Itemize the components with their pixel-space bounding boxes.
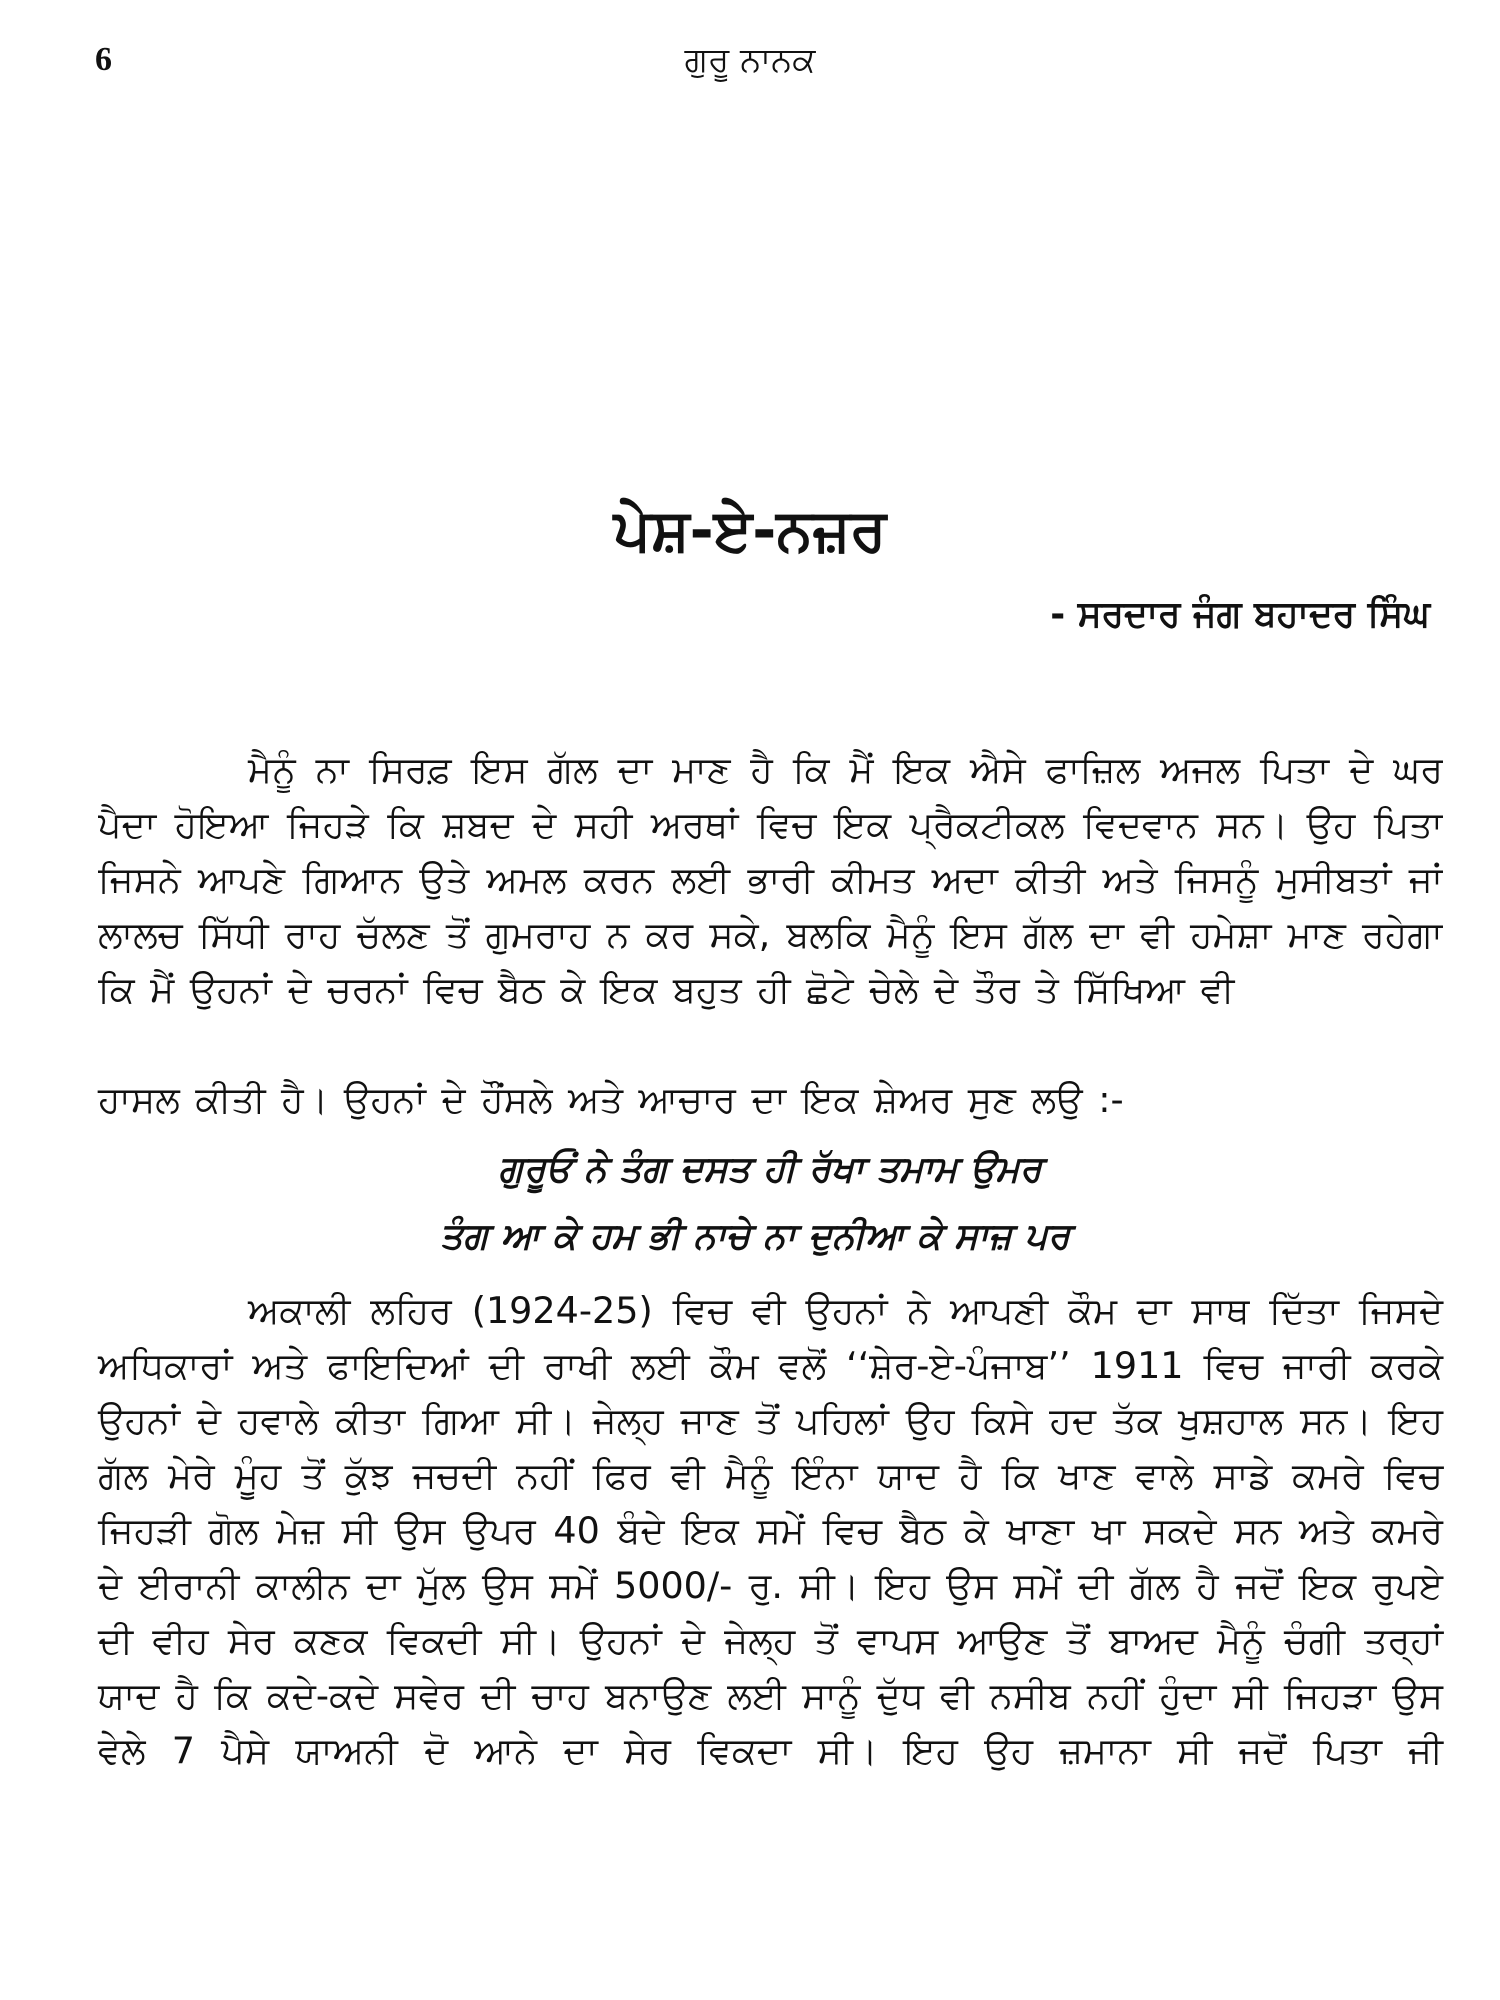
paragraph-1-last-line: ਹਾਸਲ ਕੀਤੀ ਹੈ। ਉਹਨਾਂ ਦੇ ਹੌਂਸਲੇ ਅਤੇ ਆਚਾਰ ਦਾ ਇਕ ਸ਼ੇਅਰ ਸੁਣ ਲਉ :- xyxy=(98,1078,1124,1121)
running-head-title: ਗੁਰੂ ਨਾਨਕ xyxy=(684,40,816,80)
author-byline: - ਸਰਦਾਰ ਜੰਗ ਬਹਾਦਰ ਸਿੰਘ xyxy=(1050,594,1430,635)
chapter-title: ਪੇਸ਼-ਏ-ਨਜ਼ਰ xyxy=(613,496,887,564)
paragraph-1: ਮੈਨੂੰ ਨਾ ਸਿਰਫ਼ ਇਸ ਗੱਲ ਦਾ ਮਾਣ ਹੈ ਕਿ ਮੈਂ ਇਕ ਐਸੇ ਫਾਜ਼ਿਲ ਅਜਲ ਪਿਤਾ ਦੇ ਘਰ ਪੈਦਾ ਹੋਇਆ ਜਿਹੜੇ ਕਿ ਸ਼ਬਦ ਦੇ ਸਹੀ ਅਰਥਾਂ ਵਿਚ ਇਕ ਪ੍ਰੈਕਟੀਕਲ ਵਿਦਵਾਨ ਸਨ। ਉਹ ਪਿਤਾ ਜਿਸਨੇ ਆਪਣੇ ਗਿਆਨ ਉਤੇ ਅਮਲ ਕਰਨ ਲਈ ਭਾਰੀ ਕੀਮਤ ਅਦਾ ਕੀਤੀ ਅਤੇ ਜਿਸਨੂੰ ਮੁਸੀਬਤਾਂ ਜਾਂ ਲਾਲਚ ਸਿੱਧੀ ਰਾਹ ਚੱਲਣ ਤੋਂ ਗੁਮਰਾਹ ਨ ਕਰ ਸਕੇ, ਬਲਕਿ ਮੈਨੂੰ ਇਸ ਗੱਲ ਦਾ ਵੀ ਹਮੇਸ਼ਾ ਮਾਣ ਰਹੇਗਾ ਕਿ ਮੈਂ ਉਹਨਾਂ ਦੇ ਚਰਨਾਂ ਵਿਚ ਬੈਠ ਕੇ ਇਕ ਬਹੁਤ ਹੀ ਛੋਟੇ ਚੇਲੇ ਦੇ ਤੌਰ ਤੇ ਸਿੱਖਿਆ ਵੀ xyxy=(98,748,1443,1011)
couplet-line-1: ਗੁਰੂਓਂ ਨੇ ਤੰਗ ਦਸਤ ਹੀ ਰੱਖਾ ਤਮਾਮ ਉਮਰ xyxy=(498,1149,1042,1190)
paragraph-2: ਅਕਾਲੀ ਲਹਿਰ (1924-25) ਵਿਚ ਵੀ ਉਹਨਾਂ ਨੇ ਆਪਣੀ ਕੌਮ ਦਾ ਸਾਥ ਦਿੱਤਾ ਜਿਸਦੇ ਅਧਿਕਾਰਾਂ ਅਤੇ ਫਾਇਦਿਆਂ ਦੀ ਰਾਖੀ ਲਈ ਕੌਮ ਵਲੋਂ ‘‘ਸ਼ੇਰ-ਏ-ਪੰਜਾਬ’’ 1911 ਵਿਚ ਜਾਰੀ ਕਰਕੇ ਉਹਨਾਂ ਦੇ ਹਵਾਲੇ ਕੀਤਾ ਗਿਆ ਸੀ। ਜੇਲ੍ਹ ਜਾਣ ਤੋਂ ਪਹਿਲਾਂ ਉਹ ਕਿਸੇ ਹਦ ਤੱਕ ਖੁਸ਼ਹਾਲ ਸਨ। ਇਹ ਗੱਲ ਮੇਰੇ ਮੂੰਹ ਤੋਂ ਕੁੱਝ ਜਚਦੀ ਨਹੀਂ ਫਿਰ ਵੀ ਮੈਨੂੰ ਇੰਨਾ ਯਾਦ ਹੈ ਕਿ ਖਾਣ ਵਾਲੇ ਸਾਡੇ ਕਮਰੇ ਵਿਚ ਜਿਹੜੀ ਗੋਲ ਮੇਜ਼ ਸੀ ਉਸ ਉਪਰ 40 ਬੰਦੇ ਇਕ ਸਮੇਂ ਵਿਚ ਬੈਠ ਕੇ ਖਾਣਾ ਖਾ ਸਕਦੇ ਸਨ ਅਤੇ ਕਮਰੇ ਦੇ ਈਰਾਨੀ ਕਾਲੀਨ ਦਾ ਮੁੱਲ ਉਸ ਸਮੇਂ 5000/- ਰੁ. ਸੀ। ਇਹ ਉਸ ਸਮੇਂ ਦੀ ਗੱਲ ਹੈ ਜਦੋਂ ਇਕ ਰੁਪਏ ਦੀ ਵੀਹ ਸੇਰ ਕਣਕ ਵਿਕਦੀ ਸੀ। ਉਹਨਾਂ ਦੇ ਜੇਲ੍ਹ ਤੋਂ ਵਾਪਸ ਆਉਣ ਤੋਂ ਬਾਅਦ ਮੈਨੂੰ ਚੰਗੀ ਤਰ੍ਹਾਂ ਯਾਦ ਹੈ ਕਿ ਕਦੇ-ਕਦੇ ਸਵੇਰ ਦੀ ਚਾਹ ਬਨਾਉਣ ਲਈ ਸਾਨੂੰ ਦੁੱਧ ਵੀ ਨਸੀਬ ਨਹੀਂ ਹੁੰਦਾ ਸੀ ਜਿਹੜਾ ਉਸ ਵੇਲੇ 7 ਪੈਸੇ ਯਾਅਨੀ ਦੋ ਆਨੇ ਦਾ ਸੇਰ ਵਿਕਦਾ ਸੀ। ਇਹ ਉਹ ਜ਼ਮਾਨਾ ਸੀ ਜਦੋਂ ਪਿਤਾ ਜੀ xyxy=(98,1289,1443,1772)
couplet-line-2: ਤੰਗ ਆ ਕੇ ਹਮ ਭੀ ਨਾਚੇ ਨਾ ਦੁਨੀਆ ਕੇ ਸਾਜ਼ ਪਰ xyxy=(440,1216,1070,1257)
page-number: 6 xyxy=(95,41,112,78)
